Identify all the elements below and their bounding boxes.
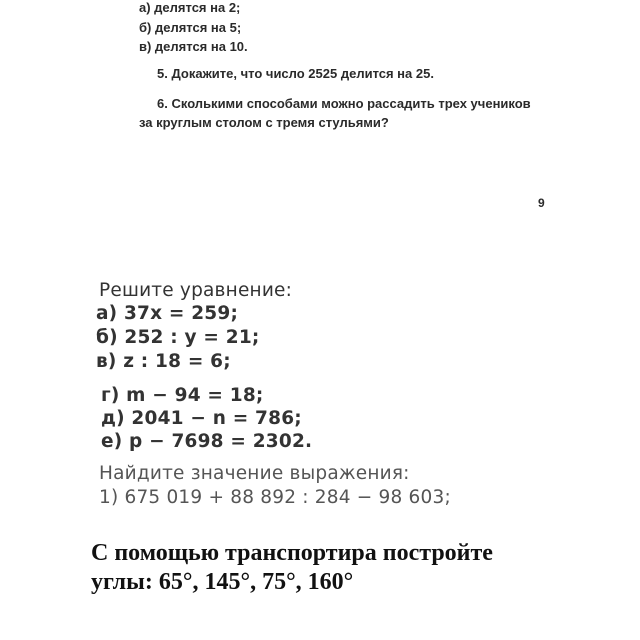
task-6-number: 6. [157,96,168,111]
equation-e: д) 2041 − n = 786; [101,408,302,429]
page-number: 9 [538,196,545,210]
item-a-div2: а) делятся на 2; [139,0,241,15]
task-6-line1 [157,96,531,111]
task-5-text: Докажите, что число 2525 делится на 25. [171,66,434,81]
equation-c: в) z : 18 = 6; [96,351,231,372]
task-5-number: 5. [157,66,168,81]
equation-f: е) p − 7698 = 2302. [101,431,313,452]
expression-line-1: 1) 675 019 + 88 892 : 284 − 98 603; [99,487,451,508]
item-c-div10: в) делятся на 10. [139,39,248,54]
expression-heading: Найдите значение выражения: [99,463,410,484]
item-b-div5: б) делятся на 5; [139,20,242,35]
equation-d: г) m − 94 = 18; [101,385,264,406]
task-5 [157,66,434,81]
caption-line-1: С помощью транспортира постройте [91,540,493,566]
task-6-text-line1: Сколькими способами можно рассадить трех учеников [171,96,531,111]
equation-b: б) 252 : y = 21; [96,327,260,348]
caption-line-2: углы: 65°, 145°, 75°, 160° [91,569,354,595]
task-6-line2: за круглым столом с тремя стульями? [139,115,389,130]
solve-equation-heading: Решите уравнение: [99,280,293,301]
equation-a: а) 37x = 259; [96,303,239,324]
